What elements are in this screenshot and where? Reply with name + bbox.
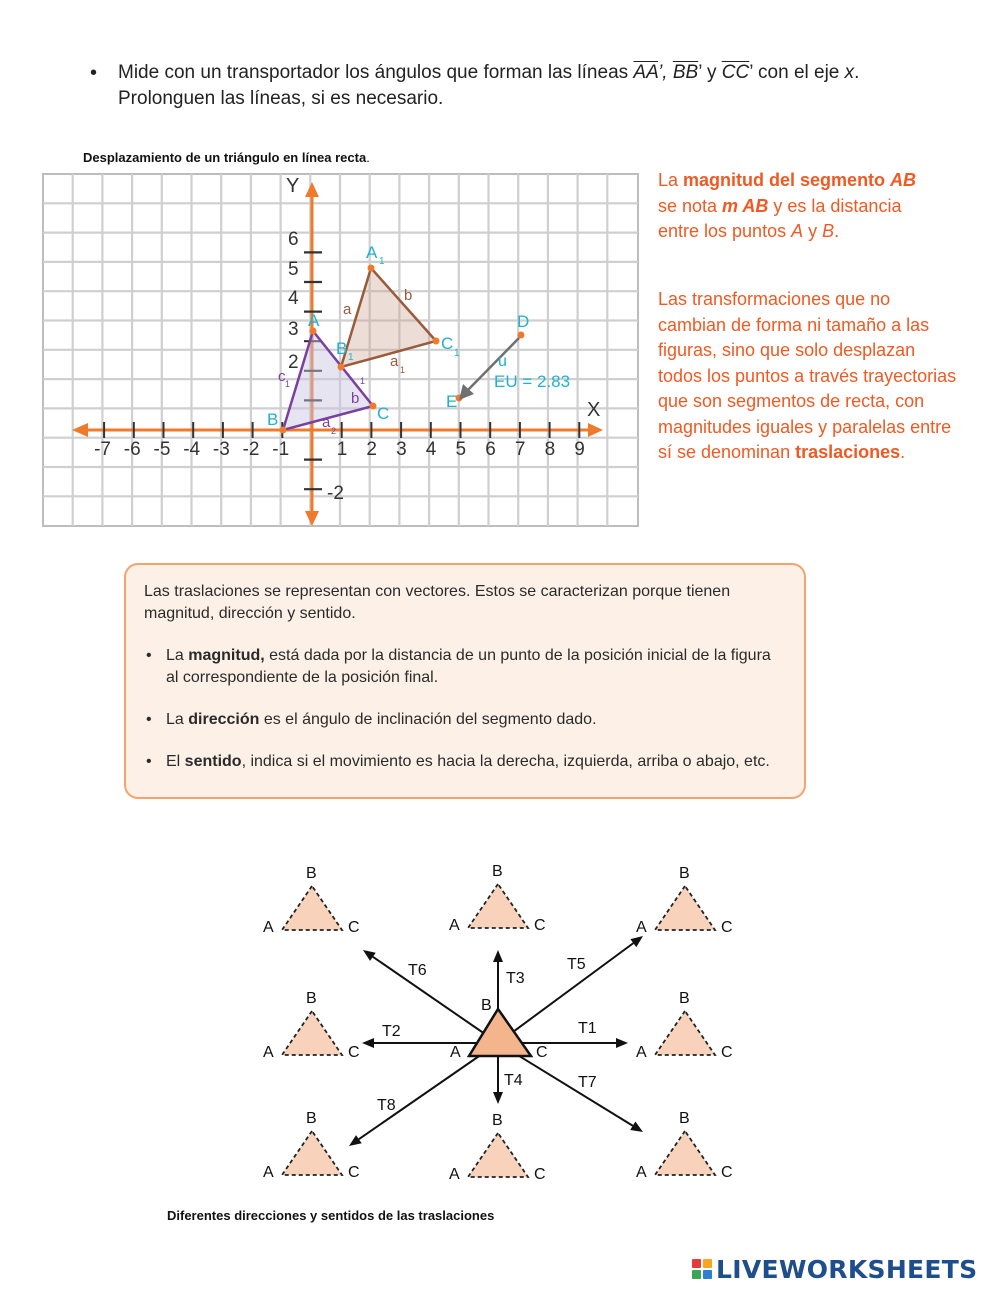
vertex-label-c: C (721, 1044, 733, 1061)
vertex-label-c: C (348, 1164, 360, 1181)
definition-translations: Las transformaciones que no cambian de forma ni tamaño a las figuras, sino que solo desplazan todos los puntos a través trayectorias que son segmentos de recta, con magnitudes iguales y paralelas entre sí se denominan traslaciones. (658, 289, 957, 462)
vertex-label-b: B (679, 990, 690, 1007)
small-triangle (263, 990, 360, 1061)
small-triangle (263, 1110, 360, 1181)
vertex-label-a: A (636, 1044, 647, 1061)
arrowhead-t3 (493, 950, 503, 962)
side-label-a2: a (322, 414, 331, 431)
arrow-label-t1: T1 (578, 1020, 597, 1037)
arrow-t8 (359, 1043, 498, 1139)
vector-label-u: u (498, 353, 507, 370)
x-tick-label: 1 (336, 439, 348, 460)
vertex-label-c: C (534, 917, 546, 934)
side-label-b: b (404, 287, 413, 304)
x-tick-label: -1 (272, 439, 290, 460)
y-tick-label: 5 (288, 259, 299, 280)
vertex-label-c: C (377, 404, 390, 423)
figure-caption-1: Desplazamiento de un triángulo en línea recta. (83, 150, 370, 165)
side-label-b1: b (351, 390, 360, 407)
vertex-label-a: A (636, 919, 647, 936)
vertex-label-a: A (263, 919, 274, 936)
x-tick-label: 5 (455, 439, 467, 460)
y-tick-label: -2 (327, 483, 344, 504)
arrow-label-t4: T4 (504, 1072, 523, 1089)
small-triangle (636, 990, 733, 1061)
x-axis-label: X (587, 399, 601, 421)
x-tick-label: 3 (396, 439, 407, 460)
x-tick-label: 6 (485, 439, 496, 460)
x-tick-label: 9 (574, 439, 585, 460)
side-label-a1: a (390, 353, 399, 370)
point-label-e: E (446, 392, 458, 411)
vertex-label-b: B (267, 410, 279, 429)
arrow-label-t8: T8 (377, 1097, 396, 1114)
info-item-magnitude: • La magnitud, está dada por la distancia de un punto de la posición inicial de la figura al correspondiente de la posición final. (144, 645, 786, 689)
vertex-label-a: A (263, 1164, 274, 1181)
x-tick-label: 4 (425, 439, 437, 460)
vertex-label-b: B (492, 1112, 503, 1129)
arrowhead-t1 (616, 1038, 628, 1048)
arrowhead-t4 (493, 1092, 503, 1104)
segment-bb: $\overline{BB}$ (672, 62, 699, 83)
center-label-a: A (450, 1044, 461, 1061)
center-label-c: C (536, 1044, 548, 1061)
info-item-sense: • El sentido, indica si el movimiento es hacia la derecha, izquierda, arriba o abajo, etc. (144, 751, 786, 773)
vertex-label-a: A (308, 311, 320, 330)
vertex-label-c: C (721, 1164, 733, 1181)
translations-diagram (250, 850, 750, 1200)
x-tick-label: 2 (366, 439, 377, 460)
vertex-label-a1: A (366, 243, 378, 262)
y-tick-label: 4 (288, 288, 299, 309)
side-label-a: a (343, 301, 352, 318)
y-tick-label: 3 (288, 319, 299, 340)
arrow-label-t7: T7 (578, 1074, 597, 1091)
magnitude-readout: EU = 2.83 (494, 372, 571, 391)
definition-magnitude: La magnitud del segmento AB se nota m AB y es la distancia entre los puntos A y B. (658, 170, 917, 241)
vertex-label-c1: C (441, 334, 454, 353)
x-tick-label: -3 (212, 439, 230, 460)
arrowhead-t8 (349, 1135, 362, 1146)
point-label-d: D (517, 312, 530, 331)
x-tick-label: -6 (123, 439, 141, 460)
x-tick-label: 7 (514, 439, 526, 460)
instruction-line-2: Prolonguen las líneas, si es necesario. (118, 88, 444, 109)
figure-caption-2: Diferentes direcciones y sentidos de las traslaciones (167, 1208, 495, 1223)
small-triangle (636, 1110, 733, 1181)
vertex-label-c: C (721, 919, 733, 936)
x-tick-label: -5 (153, 439, 171, 460)
small-triangle (636, 865, 733, 936)
subscript: 1 (348, 352, 354, 363)
vertex-label-b: B (679, 865, 690, 882)
instruction-line-1: Mide con un transportador los ángulos que forman las líneas $\overline{AA}$’, $\overline{BB}$’ y $\overline{CC}$’ con el eje x. (118, 62, 860, 83)
y-axis-label: Y (286, 175, 300, 197)
subscript: 1 (379, 256, 385, 267)
vertex-label-b: B (306, 990, 317, 1007)
logo-text: LIVEWORKSHEETS (716, 1254, 978, 1284)
vector-info-box (124, 563, 806, 799)
x-tick-label: -4 (183, 439, 201, 460)
vertex-label-b: B (679, 1110, 690, 1127)
vertex-label-c: C (348, 919, 360, 936)
logo-blocks-icon (692, 1259, 712, 1279)
info-intro: Las traslaciones se representan con vectores. Estos se caracterizan porque tienen magnitud, dirección y sentido. (144, 583, 731, 622)
arrow-label-t5: T5 (567, 956, 586, 973)
term-translations: traslaciones (795, 442, 901, 462)
subscript: 2 (331, 426, 337, 436)
vertex-label-b: B (306, 865, 317, 882)
axis-name: x (844, 62, 855, 83)
liveworksheets-logo (692, 1254, 977, 1284)
y-tick-label: 2 (288, 352, 299, 373)
arrow-t5 (498, 943, 633, 1043)
bullet: • (90, 62, 98, 84)
coordinate-plot (40, 170, 640, 530)
subscript: 1 (285, 379, 291, 389)
arrow-label-t6: T6 (408, 962, 427, 979)
arrowhead-t7 (630, 1121, 643, 1132)
arrowhead-t2 (362, 1038, 374, 1048)
vertex-label-a: A (636, 1164, 647, 1181)
subscript: 1 (400, 365, 406, 375)
x-tick-label: -2 (242, 439, 260, 460)
side-label-c1: c (278, 368, 286, 385)
vertex-label-c: C (534, 1166, 546, 1183)
vertex-label-b: B (492, 863, 503, 880)
small-triangle (449, 863, 546, 934)
center-triangle (469, 1009, 531, 1056)
vertex-label-a: A (263, 1044, 274, 1061)
vertex-label-c: C (348, 1044, 360, 1061)
vertex-label-a: A (449, 917, 460, 934)
small-triangle (449, 1112, 546, 1183)
subscript: 1 (360, 376, 366, 386)
subscript: 1 (454, 348, 460, 359)
x-tick-label: 8 (544, 439, 556, 460)
vertex-label-a: A (449, 1166, 460, 1183)
segment-aa: $\overline{AA}$ (633, 62, 659, 83)
arrow-label-t3: T3 (506, 970, 525, 987)
arrowhead-t6 (363, 950, 376, 961)
x-tick-label: -7 (94, 439, 112, 460)
info-item-direction: • La dirección es el ángulo de inclinación del segmento dado. (144, 709, 786, 731)
small-triangle (263, 865, 360, 936)
segment-cc: $\overline{CC}$ (721, 62, 750, 83)
y-tick-label: 6 (288, 229, 299, 250)
vertex-label-b1: B (336, 339, 348, 358)
intro-instruction (90, 60, 950, 112)
arrowhead-t5 (630, 936, 643, 947)
center-label-b: B (481, 997, 492, 1014)
arrow-label-t2: T2 (382, 1023, 401, 1040)
vertex-label-b: B (306, 1110, 317, 1127)
